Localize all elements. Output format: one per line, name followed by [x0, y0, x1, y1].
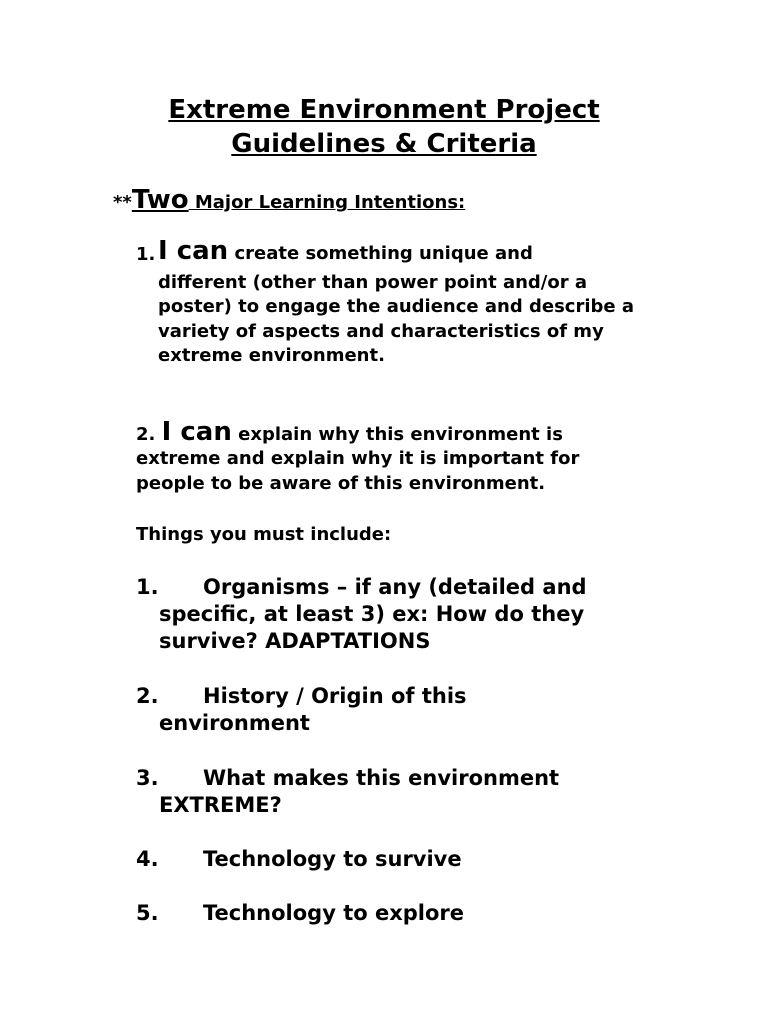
document-title-line-1: Extreme Environment Project [168, 95, 600, 125]
intention-number: 1. [136, 244, 156, 265]
list-item-text-continuation: specific, at least 3) ex: How do they survive? ADAPTATIONS [159, 602, 585, 653]
list-item-text: Technology to survive [203, 847, 462, 871]
document-title-line-2: Guidelines & Criteria [231, 129, 537, 159]
list-item-text: History / Origin of this [203, 684, 467, 708]
list-item-number: 4. [136, 847, 159, 871]
learning-intentions-heading [113, 183, 465, 220]
list-item-text-continuation: EXTREME? [159, 793, 282, 817]
intention-text: explain why this environment is extreme and explain why it is important for people to be aware of this environment. [136, 424, 580, 494]
learning-intention-2 [136, 417, 646, 496]
list-item-text-continuation: environment [159, 711, 310, 735]
heading-asterisks: ** [113, 192, 132, 213]
intention-lead: I can [161, 417, 232, 447]
list-item [136, 765, 636, 819]
list-item-number: 5. [136, 901, 159, 925]
must-include-heading: Things you must include: [136, 524, 392, 545]
intention-text-start: create something unique and [228, 243, 533, 264]
intention-first-line [158, 236, 533, 266]
list-item [136, 846, 636, 873]
list-item-text: What makes this environment [203, 766, 560, 790]
list-item [136, 574, 636, 655]
list-item [136, 900, 636, 927]
list-item-text: Organisms – if any (detailed and [203, 575, 587, 599]
heading-text: Major Learning Intentions: [188, 192, 466, 213]
heading-emphasis: Two [131, 185, 189, 215]
list-item-number: 2. [136, 684, 159, 708]
intention-lead: I can [158, 236, 229, 266]
intention-number: 2. [136, 424, 156, 445]
list-item [136, 683, 636, 737]
intention-text-continuation: different (other than power point and/or a poster) to engage the audience and describe a variety of aspects and characteristics of my extreme environment. [158, 272, 635, 367]
list-item-number: 3. [136, 766, 159, 790]
list-item-number: 1. [136, 575, 159, 599]
list-item-text: Technology to explore [203, 901, 465, 925]
